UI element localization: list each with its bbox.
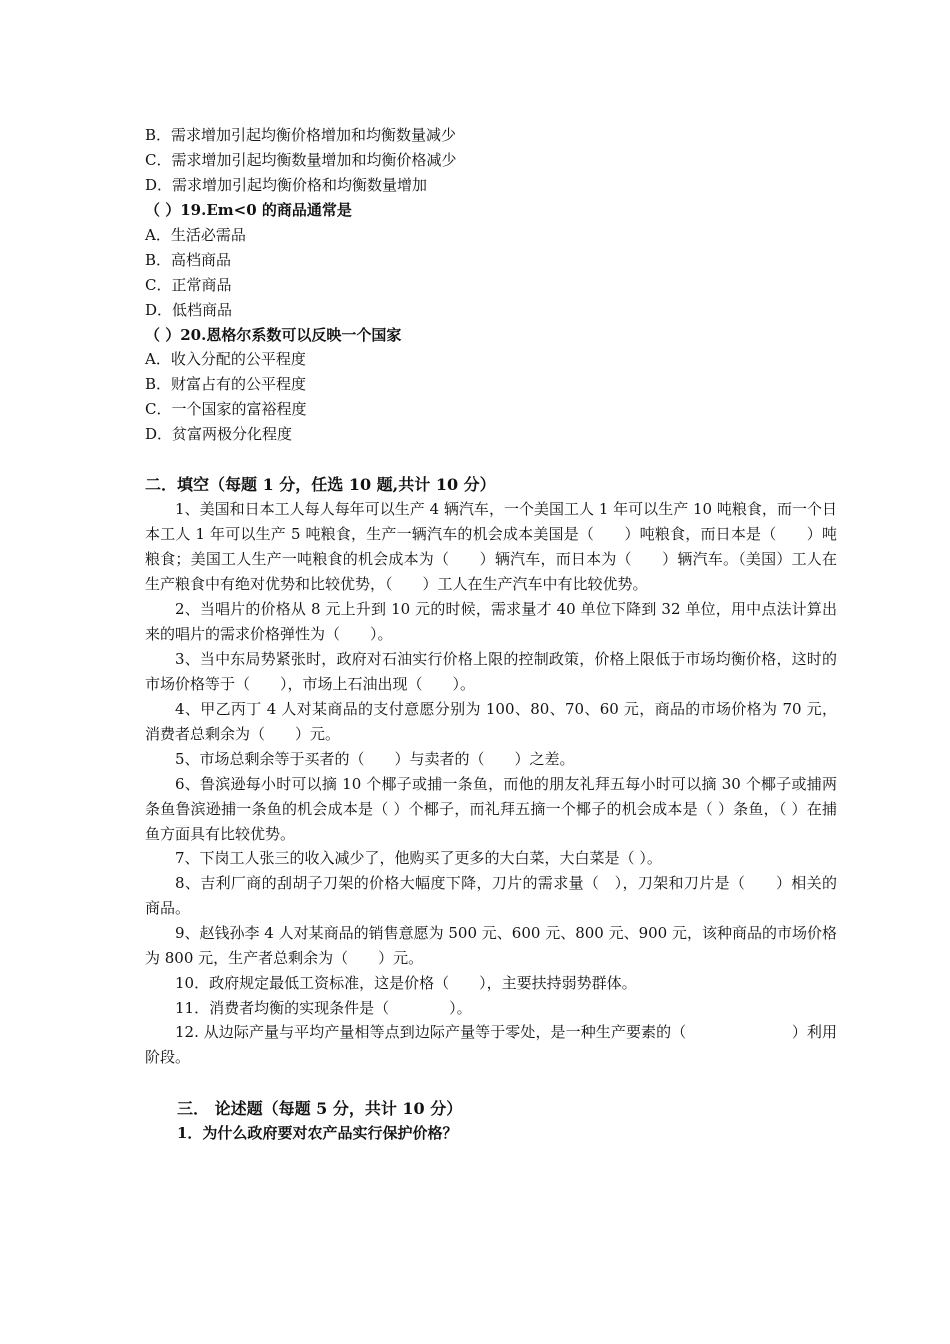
option-c: C．需求增加引起均衡数量增加和均衡价格减少	[145, 151, 457, 169]
fill-item-7: 7、下岗工人张三的收入减少了，他购买了更多的大白菜，大白菜是（ ）。	[175, 849, 662, 867]
fill-item-11: 11．消费者均衡的实现条件是（ ）。	[175, 999, 472, 1017]
q19-option-b: B．高档商品	[145, 251, 232, 269]
q20-option-a: A．收入分配的公平程度	[145, 350, 306, 368]
q19-option-d: D．低档商品	[145, 301, 233, 319]
fill-item-9: 9、赵钱孙李 4 人对某商品的销售意愿为 500 元、600 元、800 元、900 元，该种商品的市场价格为 800 元，生产者总剩余为（ ）元。	[145, 924, 837, 967]
fill-item-1: 1、美国和日本工人每人每年可以生产 4 辆汽车，一个美国工人 1 年可以生产 10 吨粮食，而一个日本工人 1 年可以生产 5 吨粮食，生产一辆汽车的机会成本美国是（ ）吨粮食，而日本是（ ）吨粮食；美国工人生产一吨粮食的机会成本为（ ）辆汽车，而日本为（ ）辆汽车。（美国）工人在生产粮食中有绝对优势和比较优势，（ ）工人在生产汽车中有比较优势。	[145, 500, 837, 593]
essay-question-1: 1．为什么政府要对农产品实行保护价格？	[177, 1124, 458, 1142]
fill-item-6: 6、鲁滨逊每小时可以摘 10 个椰子或捕一条鱼，而他的朋友礼拜五每小时可以摘 30 个椰子或捕两条鱼鲁滨逊捕一条鱼的机会成本是（ ）个椰子，而礼拜五摘一个椰子的机会成本是（ ）条鱼，（ ）在捕鱼方面具有比较优势。	[145, 775, 837, 843]
q20-option-c: C．一个国家的富裕程度	[145, 400, 307, 418]
fill-item-3: 3、当中东局势紧张时，政府对石油实行价格上限的控制政策，价格上限低于市场均衡价格，这时的市场价格等于（ ），市场上石油出现（ ）。	[145, 650, 837, 693]
fill-item-5: 5、市场总剩余等于买者的（ ）与卖者的（ ）之差。	[175, 750, 575, 768]
fill-item-12: 12. 从边际产量与平均产量相等点到边际产量等于零处，是一种生产要素的（ ）利用阶段。	[145, 1023, 837, 1066]
option-b: B．需求增加引起均衡价格增加和均衡数量减少	[145, 126, 457, 144]
question-19-stem: （ ）19.Em<0 的商品通常是	[145, 201, 352, 219]
fill-item-4: 4、甲乙丙丁 4 人对某商品的支付意愿分别为 100、80、70、60 元，商品的市场价格为 70 元，消费者总剩余为（ ）元。	[145, 700, 837, 743]
q20-option-d: D．贫富两极分化程度	[145, 425, 293, 443]
q19-option-a: A．生活必需品	[145, 226, 246, 244]
question-20-stem: （ ）20.恩格尔系数可以反映一个国家	[145, 326, 402, 344]
fill-item-10: 10．政府规定最低工资标准，这是价格（ ），主要扶持弱势群体。	[175, 974, 637, 992]
fill-item-2: 2、当唱片的价格从 8 元上升到 10 元的时候，需求量才 40 单位下降到 32 单位，用中点法计算出来的唱片的需求价格弹性为（ ）。	[145, 600, 837, 643]
section-3-heading: 三． 论述题（每题 5 分，共计 10 分）	[177, 1099, 463, 1118]
section-2-heading: 二．填空（每题 1 分，任选 10 题,共计 10 分）	[145, 475, 496, 494]
option-d: D．需求增加引起均衡价格和均衡数量增加	[145, 176, 428, 194]
q20-option-b: B．财富占有的公平程度	[145, 375, 307, 393]
q19-option-c: C．正常商品	[145, 276, 232, 294]
fill-item-8: 8、吉利厂商的刮胡子刀架的价格大幅度下降，刀片的需求量（ ），刀架和刀片是（ ）相关的商品。	[145, 874, 837, 917]
